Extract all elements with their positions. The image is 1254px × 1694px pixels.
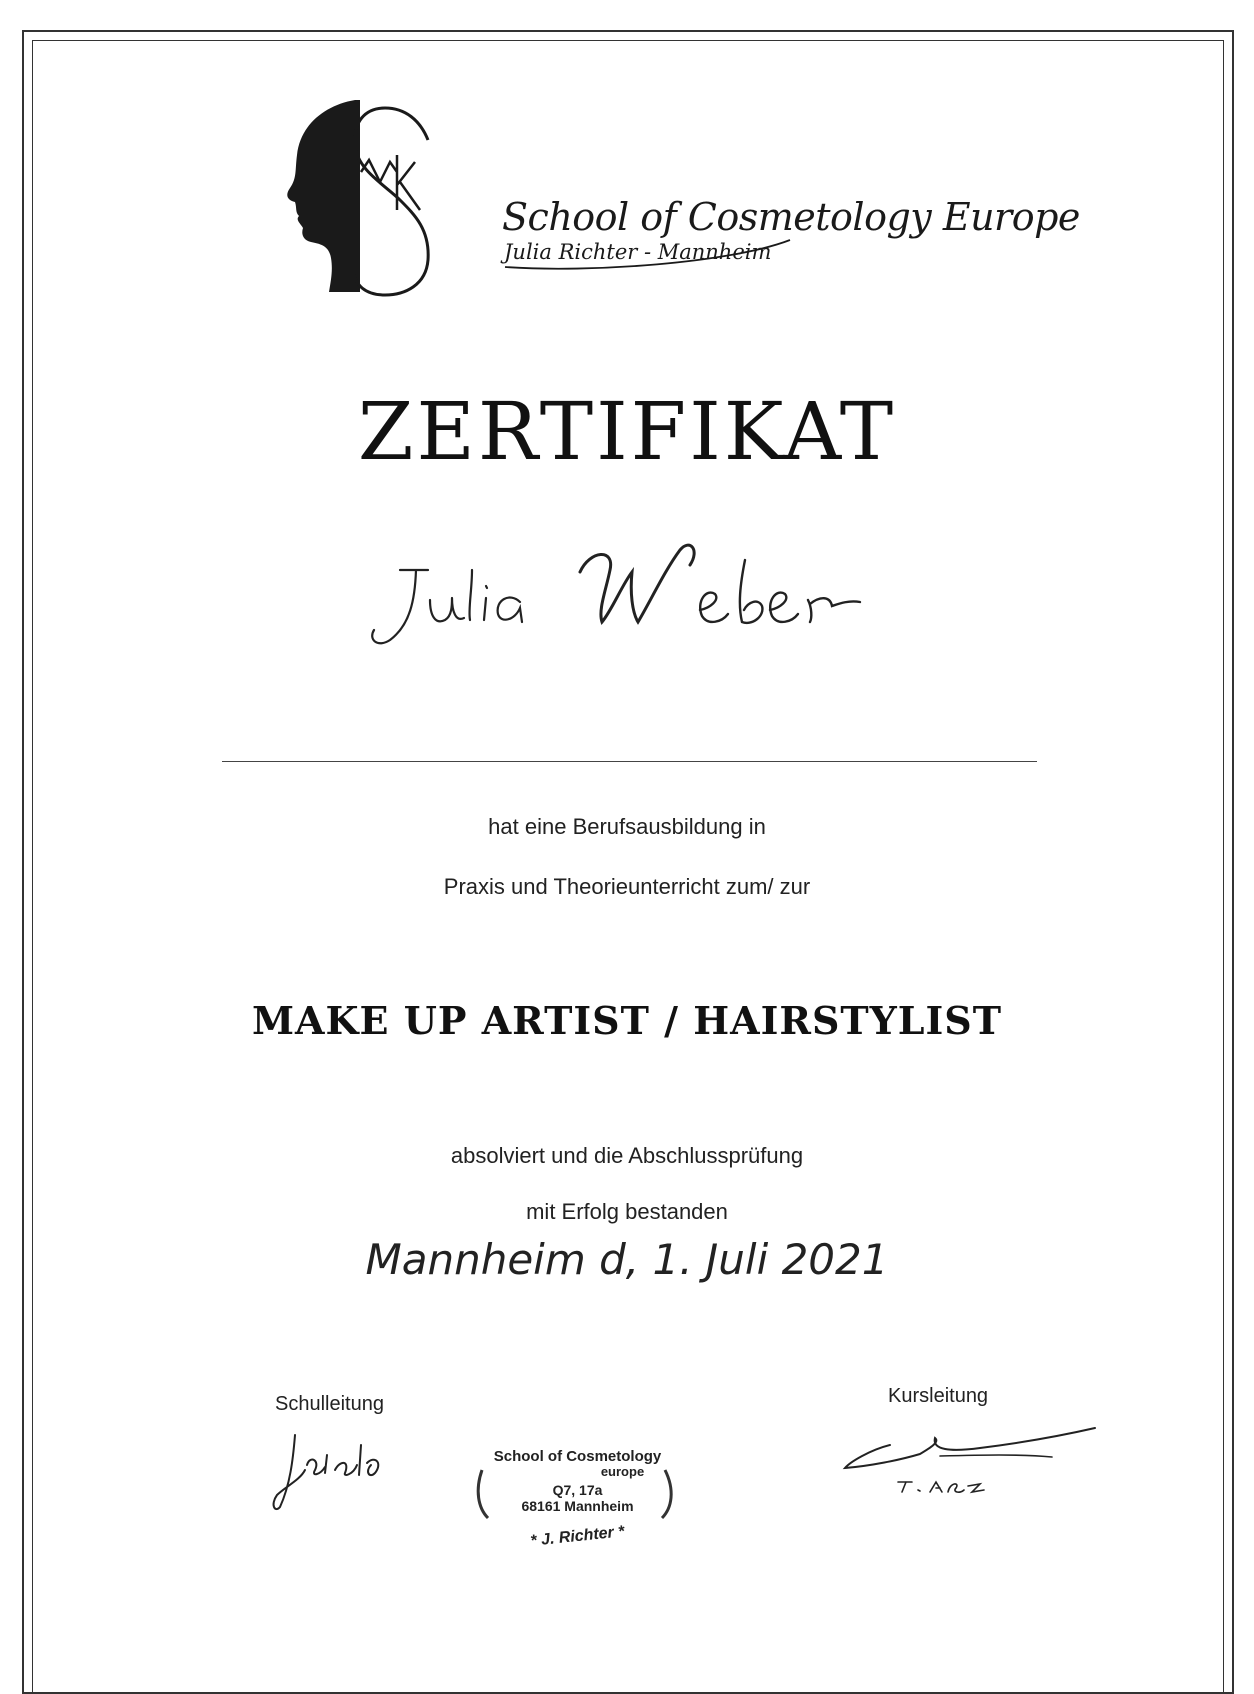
school-management-signature (265, 1425, 395, 1519)
stamp-city: 68161 Mannheim (521, 1498, 634, 1514)
body-line-1: hat eine Berufsausbildung in (488, 814, 766, 839)
body-line-2: Praxis und Theorieunterricht zum/ zur (443, 874, 811, 899)
stamp-europe: europe (600, 1464, 645, 1479)
body-line-3: absolviert und die Abschlussprüfung (450, 1143, 804, 1168)
school-management-label: Schulleitung (275, 1393, 384, 1415)
name-underline (222, 761, 1037, 762)
certificate-title: ZERTIFIKAT (357, 385, 897, 478)
stamp-owner: * J. Richter * (529, 1523, 626, 1550)
profession-title: MAKE UP ARTIST / HAIRSTYLIST (251, 998, 1003, 1043)
face-silhouette-icon (285, 100, 485, 300)
handwritten-place-date: Mannheim d, 1. Juli 2021 (365, 1235, 889, 1284)
school-stamp (470, 1440, 685, 1570)
course-management-label: Kursleitung (888, 1385, 989, 1407)
recipient-handwritten-name (360, 530, 920, 664)
school-logo (285, 100, 1080, 300)
brand-name: School of Cosmetology Europe (502, 195, 1080, 239)
brand-swoosh (500, 235, 810, 275)
course-management-signature (840, 1410, 1100, 1504)
brand-subline: Julia Richter - Mannheim (504, 240, 772, 264)
body-line-4: mit Erfolg bestanden (526, 1199, 728, 1224)
stamp-school-name: School of Cosmetology (493, 1448, 662, 1465)
stamp-street: Q7, 17a (552, 1482, 603, 1498)
